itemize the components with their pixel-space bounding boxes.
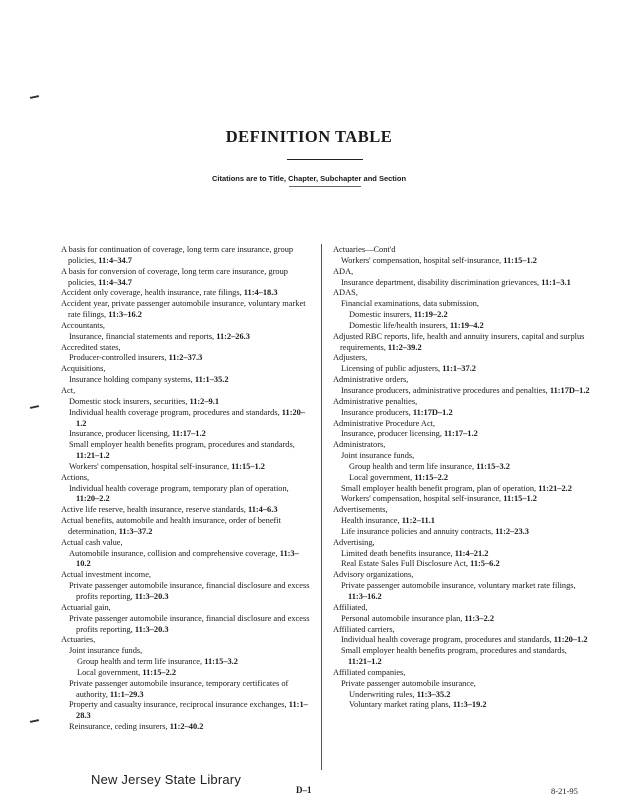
- definition-entry: [61, 646, 311, 657]
- definition-entry: [333, 473, 591, 484]
- definition-entry: [333, 570, 591, 581]
- citation: 11:15–2.2: [142, 667, 177, 677]
- entry-text: Health insurance,: [341, 516, 402, 526]
- definition-entry: [333, 538, 591, 549]
- entry-text: Accredited states,: [61, 342, 121, 352]
- citation: 11:4–21.2: [454, 548, 489, 558]
- citation: 11:1–29.3: [109, 689, 144, 699]
- definition-entry: [61, 570, 311, 581]
- entry-text: Voluntary market rating plans,: [349, 700, 453, 710]
- definition-entry: [61, 375, 311, 386]
- citation: 11:2–9.1: [189, 396, 220, 406]
- entry-text: Joint insurance funds,: [69, 646, 143, 656]
- entry-text: Small employer health benefit program, plan of operation,: [341, 483, 539, 493]
- citation: 11:4–18.3: [243, 288, 278, 298]
- citation: 11:15–1.2: [503, 494, 537, 504]
- entry-text: Affiliated companies,: [333, 667, 406, 677]
- entry-text: Personal automobile insurance plan,: [341, 613, 465, 623]
- citation: 11:21–1.2: [348, 657, 382, 667]
- entry-text: Act,: [61, 385, 76, 395]
- citation: 11:17–1.2: [172, 429, 206, 439]
- definition-entry: [333, 278, 591, 289]
- citation: 11:20–2.2: [76, 494, 110, 504]
- definition-entry: [333, 603, 591, 614]
- definition-entry: [61, 516, 311, 538]
- definition-entry: [333, 516, 591, 527]
- left-column: [61, 245, 311, 733]
- citation: 11:15–3.2: [204, 657, 238, 667]
- definition-entry: [61, 473, 311, 484]
- definition-entry: [333, 700, 591, 711]
- definition-entry: [61, 657, 311, 668]
- definition-entry: [333, 668, 591, 679]
- entry-text: Actual investment income,: [61, 570, 152, 580]
- definition-entry: [61, 440, 311, 462]
- entry-text: Automobile insurance, collision and comprehensive coverage,: [69, 548, 280, 558]
- citation: 11:3–19.2: [452, 700, 487, 710]
- margin-mark: [30, 719, 39, 723]
- entry-text: ADA,: [333, 266, 354, 276]
- definition-entry: [61, 267, 311, 289]
- definition-entry: [333, 462, 591, 473]
- entry-text: Adjusters,: [333, 353, 368, 363]
- definition-entry: [333, 614, 591, 625]
- citation: 11:20–1.2: [553, 635, 588, 645]
- entry-text: Affiliated,: [333, 602, 368, 612]
- citation: 11:15–1.2: [503, 255, 537, 265]
- definition-entry: [333, 310, 591, 321]
- definition-entry: [61, 353, 311, 364]
- entry-text: Actual cash value,: [61, 537, 123, 547]
- definition-entry: [333, 299, 591, 310]
- citation: 11:5–6.2: [470, 559, 500, 569]
- page-number: D–1: [296, 785, 312, 795]
- citation: 11:19–2.2: [413, 310, 448, 320]
- definition-entry: [333, 386, 591, 397]
- entry-text: Private passenger automobile insurance,: [341, 678, 476, 688]
- citation: 11:4–6.3: [247, 505, 278, 515]
- entry-text: Life insurance policies and annuity contracts,: [341, 526, 496, 536]
- definition-entry: [333, 429, 591, 440]
- entry-text: Individual health coverage program, temporary plan of operation,: [69, 483, 289, 493]
- definition-entry: [61, 408, 311, 430]
- entry-text: Reinsurance, ceding insurers,: [69, 722, 170, 732]
- citation: 11:17–1.2: [444, 429, 478, 439]
- citation: 11:17D–1.2: [549, 385, 590, 395]
- definition-entry: [61, 332, 311, 343]
- definition-entry: [333, 625, 591, 636]
- definition-entry: [333, 397, 591, 408]
- definition-entry: [61, 614, 311, 636]
- definition-entry: [333, 635, 591, 646]
- entry-text: Group health and term life insurance,: [77, 657, 205, 667]
- entry-text: A basis for continuation of coverage, long term care insurance, group policies,: [61, 245, 294, 265]
- entry-text: Actual benefits, automobile and health insurance, order of benefit determination,: [61, 516, 281, 536]
- entry-text: Accident year, private passenger automobile insurance, voluntary market rate filings,: [61, 299, 306, 320]
- entry-text: Advertisements,: [333, 505, 388, 515]
- citation: 11:15–1.2: [231, 461, 265, 471]
- entry-text: Administrative Procedure Act,: [333, 418, 436, 428]
- definition-entry: [333, 559, 591, 570]
- definition-entry: [333, 288, 591, 299]
- definition-entry: [333, 440, 591, 451]
- citation: 11:3–35.2: [416, 689, 451, 699]
- definition-entry: [333, 245, 591, 256]
- subtitle: Citations are to Title, Chapter, Subchapter and Section: [211, 174, 407, 183]
- citation: 11:1–35.2: [194, 375, 229, 385]
- citation: 11:1–37.2: [442, 364, 476, 374]
- citation: 11:17D–1.2: [412, 407, 453, 417]
- right-column: [333, 245, 591, 711]
- definition-entry: [61, 397, 311, 408]
- entry-text: Financial examinations, data submission,: [341, 299, 479, 309]
- entry-text: Administrators,: [333, 440, 386, 450]
- citation: 11:2–23.3: [495, 526, 529, 536]
- entry-text: Property and casualty insurance, reciprocal insurance exchanges,: [69, 700, 289, 710]
- citation: 11:3–37.2: [118, 526, 153, 536]
- entry-text: Licensing of public adjusters,: [341, 364, 443, 374]
- definition-entry: [333, 408, 591, 419]
- citation: 11:4–34.7: [98, 277, 132, 287]
- definition-entry: [61, 635, 311, 646]
- citation: 11:15–2.2: [414, 472, 449, 482]
- entry-text: Joint insurance funds,: [341, 451, 415, 461]
- entry-text: Insurance producers,: [341, 407, 413, 417]
- definition-entry: [333, 549, 591, 560]
- definition-entry: [333, 332, 591, 354]
- page-title: DEFINITION TABLE: [225, 127, 393, 146]
- definition-entry: [333, 375, 591, 386]
- entry-text: Domestic insurers,: [349, 310, 414, 320]
- definition-entry: [61, 700, 311, 722]
- citation: 11:1–3.1: [541, 277, 571, 287]
- revision-date: 8-21-95: [551, 786, 578, 796]
- entry-text: Acquisitions,: [61, 364, 106, 374]
- definition-entry: [333, 267, 591, 278]
- definition-entry: [61, 462, 311, 473]
- definition-entry: [333, 581, 591, 603]
- entry-text: Private passenger automobile insurance, financial disclosure and excess profits reporting,: [69, 581, 310, 601]
- entry-text: Workers' compensation, hospital self-insurance,: [69, 461, 232, 471]
- definition-entry: [61, 245, 311, 267]
- library-stamp: New Jersey State Library: [91, 772, 242, 787]
- definition-entry: [61, 581, 311, 603]
- entry-text: Actuaries,: [61, 635, 96, 645]
- definition-entry: [61, 603, 311, 614]
- entry-text: Insurance holding company systems,: [69, 375, 195, 385]
- entry-text: ADAS,: [333, 288, 358, 298]
- entry-text: Real Estate Sales Full Disclosure Act,: [341, 559, 471, 569]
- citation: 11:3–10.2: [76, 548, 299, 569]
- definition-entry: [333, 353, 591, 364]
- definition-entry: [61, 679, 311, 701]
- definition-entry: [61, 288, 311, 299]
- citation: 11:3–16.2: [348, 592, 382, 601]
- definition-entry: [61, 668, 311, 679]
- definition-entry: [61, 722, 311, 733]
- citation: 11:3–2.2: [464, 613, 495, 623]
- definition-entry: [333, 505, 591, 516]
- entry-text: Local government,: [77, 667, 143, 677]
- entry-text: Insurance, producer licensing,: [69, 429, 173, 439]
- entry-text: Affiliated carriers,: [333, 624, 395, 634]
- definition-entry: [333, 256, 591, 267]
- definition-entry: [61, 505, 311, 516]
- entry-text: Domestic stock insurers, securities,: [69, 396, 190, 406]
- definition-entry: [61, 364, 311, 375]
- entry-text: Small employer health benefits program, procedures and standards,: [69, 440, 295, 450]
- citation: 11:2–11.1: [401, 516, 435, 526]
- entry-text: Producer-controlled insurers,: [69, 353, 169, 363]
- subtitle-rule: [289, 186, 361, 187]
- entry-text: Individual health coverage program, procedures and standards,: [69, 407, 282, 417]
- entry-text: Advertising,: [333, 537, 375, 547]
- definition-entry: [333, 321, 591, 332]
- definition-entry: [333, 646, 591, 668]
- definition-entry: [61, 321, 311, 332]
- citation: 11:1–28.3: [76, 700, 308, 721]
- entry-text: Accountants,: [61, 320, 105, 330]
- entry-text: Actions,: [61, 472, 90, 482]
- definition-entry: [333, 527, 591, 538]
- entry-text: Underwriting rules,: [349, 689, 417, 699]
- entry-text: Individual health coverage program, procedures and standards,: [341, 635, 554, 645]
- entry-text: Workers' compensation, hospital self-insurance,: [341, 255, 504, 265]
- entry-text: Limited death benefits insurance,: [341, 548, 455, 558]
- definition-entry: [61, 549, 311, 571]
- definition-entry: [333, 451, 591, 462]
- entry-text: Local government,: [349, 472, 415, 482]
- definition-entry: [333, 690, 591, 701]
- citation: 11:21–1.2: [76, 451, 110, 461]
- definition-entry: [333, 419, 591, 430]
- citation: 11:15–3.2: [476, 461, 510, 471]
- entry-text: Advisory organizations,: [333, 570, 414, 580]
- citation: 11:3–16.2: [108, 310, 142, 320]
- margin-mark: [30, 405, 39, 409]
- entry-text: Accident only coverage, health insurance, rate filings,: [61, 288, 244, 298]
- citation: 11:3–20.3: [134, 624, 169, 634]
- citation: 11:4–34.7: [98, 255, 132, 265]
- definition-entry: [61, 343, 311, 354]
- citation: 11:19–4.2: [449, 320, 484, 330]
- citation: 11:21–2.2: [538, 483, 572, 493]
- definition-entry: [61, 538, 311, 549]
- entry-text: Insurance, financial statements and reports,: [69, 331, 217, 341]
- entry-text: Private passenger automobile insurance, temporary certificates of authority,: [69, 678, 289, 699]
- entry-text: Insurance producers, administrative procedures and penalties,: [341, 385, 550, 395]
- citation: 11:3–20.3: [134, 592, 169, 601]
- entry-text: Small employer health benefits program, procedures and standards,: [341, 646, 567, 656]
- entry-text: Group health and term life insurance,: [349, 461, 477, 471]
- citation: 11:2–26.3: [216, 331, 250, 341]
- entry-text: Workers' compensation, hospital self-insurance,: [341, 494, 504, 504]
- definition-entry: [333, 484, 591, 495]
- entry-text: Private passenger automobile insurance, voluntary market rate filings,: [341, 581, 576, 591]
- entry-text: Administrative orders,: [333, 375, 409, 385]
- definition-entry: [61, 484, 311, 506]
- definition-entry: [333, 364, 591, 375]
- entry-text: Administrative penalties,: [333, 396, 418, 406]
- column-divider: [321, 244, 322, 770]
- entry-text: Insurance department, disability discrimination grievances,: [341, 277, 542, 287]
- entry-text: Adjusted RBC reports, life, health and annuity insurers, capital and surplus requirements,: [333, 331, 585, 352]
- definition-entry: [333, 679, 591, 690]
- margin-mark: [30, 95, 39, 99]
- citation: 11:2–37.3: [168, 353, 203, 363]
- citation: 11:2–40.2: [169, 722, 204, 732]
- definition-entry: [333, 494, 591, 505]
- entry-text: Domestic life/health insurers,: [349, 320, 450, 330]
- citation: 11:20–1.2: [76, 407, 306, 428]
- definition-entry: [61, 299, 311, 321]
- entry-text: Actuaries—Cont'd: [333, 245, 396, 254]
- entry-text: Private passenger automobile insurance, financial disclosure and excess profits reporting,: [69, 613, 310, 634]
- entry-text: A basis for conversion of coverage, long term care insurance, group policies,: [61, 266, 288, 287]
- entry-text: Actuarial gain,: [61, 602, 111, 612]
- entry-text: Insurance, producer licensing,: [341, 429, 445, 439]
- title-rule: [287, 159, 363, 160]
- definition-entry: [61, 386, 311, 397]
- definition-entry: [61, 429, 311, 440]
- citation: 11:2–39.2: [387, 342, 422, 352]
- entry-text: Active life reserve, health insurance, reserve standards,: [61, 505, 248, 515]
